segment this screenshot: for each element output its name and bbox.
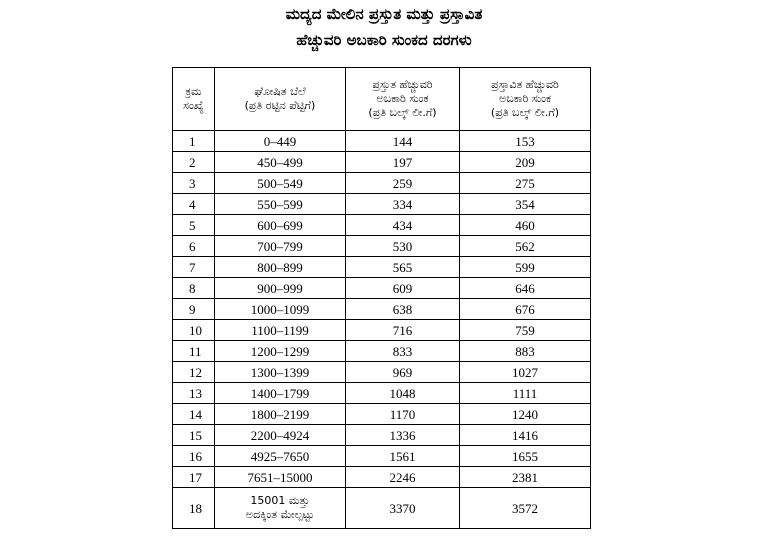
serial-cell: 15 [173, 425, 215, 446]
proposed-duty-cell: 562 [460, 236, 591, 257]
header-declared-price [215, 68, 346, 131]
header-text: ಪ್ರಸ್ತುತ ಹೆಚ್ಚುವರಿ [372, 78, 433, 91]
proposed-duty-cell: 354 [460, 194, 591, 215]
price-slab-cell: 1300–1399 [215, 362, 346, 383]
price-slab-cell: 1800–2199 [215, 404, 346, 425]
header-text: (ಪ್ರತಿ ಬಲ್ಕ್ ಲೀ.ಗೆ) [490, 106, 560, 119]
table-row [173, 320, 591, 341]
table-row-last [173, 488, 591, 529]
price-slab-cell: 450–499 [215, 152, 346, 173]
table-row [173, 467, 591, 488]
table-row [173, 173, 591, 194]
serial-cell: 17 [173, 467, 215, 488]
price-slab-cell: 2200–4924 [215, 425, 346, 446]
price-slab-cell: 1400–1799 [215, 383, 346, 404]
serial-cell: 14 [173, 404, 215, 425]
excise-duty-table [172, 67, 591, 529]
header-text: (ಪ್ರತಿ ರಟ್ಟಿನ ಪೆಟ್ಟಿಗೆ) [244, 99, 316, 112]
proposed-duty-cell: 275 [460, 173, 591, 194]
proposed-duty-cell: 759 [460, 320, 591, 341]
current-duty-cell: 197 [346, 152, 460, 173]
current-duty-cell: 144 [346, 131, 460, 152]
current-duty-cell: 638 [346, 299, 460, 320]
current-duty-cell: 1048 [346, 383, 460, 404]
proposed-duty-cell: 1111 [460, 383, 591, 404]
price-slab-text: 15001 ಮತ್ತು [250, 494, 310, 507]
header-text: ಅಬಕಾರಿ ಸುಂಕ [499, 92, 551, 105]
proposed-duty-cell: 599 [460, 257, 591, 278]
table-row [173, 278, 591, 299]
current-duty-cell: 530 [346, 236, 460, 257]
table-row [173, 215, 591, 236]
proposed-duty-cell: 1416 [460, 425, 591, 446]
price-slab-cell: 700–799 [215, 236, 346, 257]
header-text: ಘೋಷಿತ ಬೆಲೆ [254, 85, 306, 98]
header-text: ಅಬಕಾರಿ ಸುಂಕ [376, 92, 429, 105]
current-duty-cell: 833 [346, 341, 460, 362]
proposed-duty-cell: 153 [460, 131, 591, 152]
table-row [173, 257, 591, 278]
header-text: (ಪ್ರತಿ ಬಲ್ಕ್ ಲೀ.ಗೆ) [368, 106, 437, 119]
table-row [173, 131, 591, 152]
table-row [173, 404, 591, 425]
price-slab-text: ಅದಕ್ಕಿಂತ ಮೇಲ್ಪಟ್ಟು [245, 508, 315, 521]
proposed-duty-cell: 460 [460, 215, 591, 236]
proposed-duty-cell: 1027 [460, 362, 591, 383]
price-slab-cell: 800–899 [215, 257, 346, 278]
current-duty-cell: 1336 [346, 425, 460, 446]
proposed-duty-cell: 1240 [460, 404, 591, 425]
table-header [173, 68, 591, 131]
serial-cell: 5 [173, 215, 215, 236]
price-slab-cell: 4925–7650 [215, 446, 346, 467]
current-duty-cell: 334 [346, 194, 460, 215]
proposed-duty-cell: 209 [460, 152, 591, 173]
table-row [173, 383, 591, 404]
current-duty-cell: 969 [346, 362, 460, 383]
current-duty-cell: 1170 [346, 404, 460, 425]
header-row [173, 68, 591, 131]
price-slab-cell [215, 488, 346, 529]
serial-cell: 4 [173, 194, 215, 215]
price-slab-cell: 500–549 [215, 173, 346, 194]
proposed-duty-cell: 3572 [460, 488, 591, 529]
price-slab-cell: 0–449 [215, 131, 346, 152]
table-row [173, 152, 591, 173]
serial-cell: 13 [173, 383, 215, 404]
serial-cell: 8 [173, 278, 215, 299]
price-slab-cell: 7651–15000 [215, 467, 346, 488]
price-slab-cell: 900–999 [215, 278, 346, 299]
table-row [173, 236, 591, 257]
current-duty-cell: 3370 [346, 488, 460, 529]
serial-cell: 9 [173, 299, 215, 320]
serial-cell: 11 [173, 341, 215, 362]
serial-cell: 6 [173, 236, 215, 257]
table-row [173, 341, 591, 362]
serial-cell: 7 [173, 257, 215, 278]
header-text: ಸಂಖ್ಯೆ [183, 99, 204, 112]
current-duty-cell: 716 [346, 320, 460, 341]
document-title-line-1: ಮದ್ಯದ ಮೇಲಿನ ಪ್ರಸ್ತುತ ಮತ್ತು ಪ್ರಸ್ತಾವಿತ [285, 5, 483, 23]
price-slab-cell: 600–699 [215, 215, 346, 236]
current-duty-cell: 565 [346, 257, 460, 278]
proposed-duty-cell: 676 [460, 299, 591, 320]
current-duty-cell: 2246 [346, 467, 460, 488]
table-row [173, 446, 591, 467]
table-row [173, 362, 591, 383]
serial-cell: 18 [173, 488, 215, 529]
serial-cell: 10 [173, 320, 215, 341]
serial-cell: 12 [173, 362, 215, 383]
table-row [173, 425, 591, 446]
header-current-duty [346, 68, 460, 131]
proposed-duty-cell: 2381 [460, 467, 591, 488]
header-proposed-duty [460, 68, 591, 131]
table-row [173, 194, 591, 215]
price-slab-cell: 1000–1099 [215, 299, 346, 320]
proposed-duty-cell: 883 [460, 341, 591, 362]
header-serial-number [173, 68, 215, 131]
current-duty-cell: 1561 [346, 446, 460, 467]
header-text: ಪ್ರಸ್ತಾವಿತ ಹೆಚ್ಚುವರಿ [491, 78, 559, 91]
table-row [173, 299, 591, 320]
price-slab-cell: 550–599 [215, 194, 346, 215]
serial-cell: 16 [173, 446, 215, 467]
current-duty-cell: 259 [346, 173, 460, 194]
current-duty-cell: 434 [346, 215, 460, 236]
document-title-line-2: ಹೆಚ್ಚುವರಿ ಅಬಕಾರಿ ಸುಂಕದ ದರಗಳು [296, 31, 472, 49]
proposed-duty-cell: 1655 [460, 446, 591, 467]
serial-cell: 2 [173, 152, 215, 173]
serial-cell: 3 [173, 173, 215, 194]
proposed-duty-cell: 646 [460, 278, 591, 299]
header-text: ಕ್ರಮ [185, 85, 202, 98]
serial-cell: 1 [173, 131, 215, 152]
table-body [173, 131, 591, 529]
current-duty-cell: 609 [346, 278, 460, 299]
price-slab-cell: 1100–1199 [215, 320, 346, 341]
price-slab-cell: 1200–1299 [215, 341, 346, 362]
